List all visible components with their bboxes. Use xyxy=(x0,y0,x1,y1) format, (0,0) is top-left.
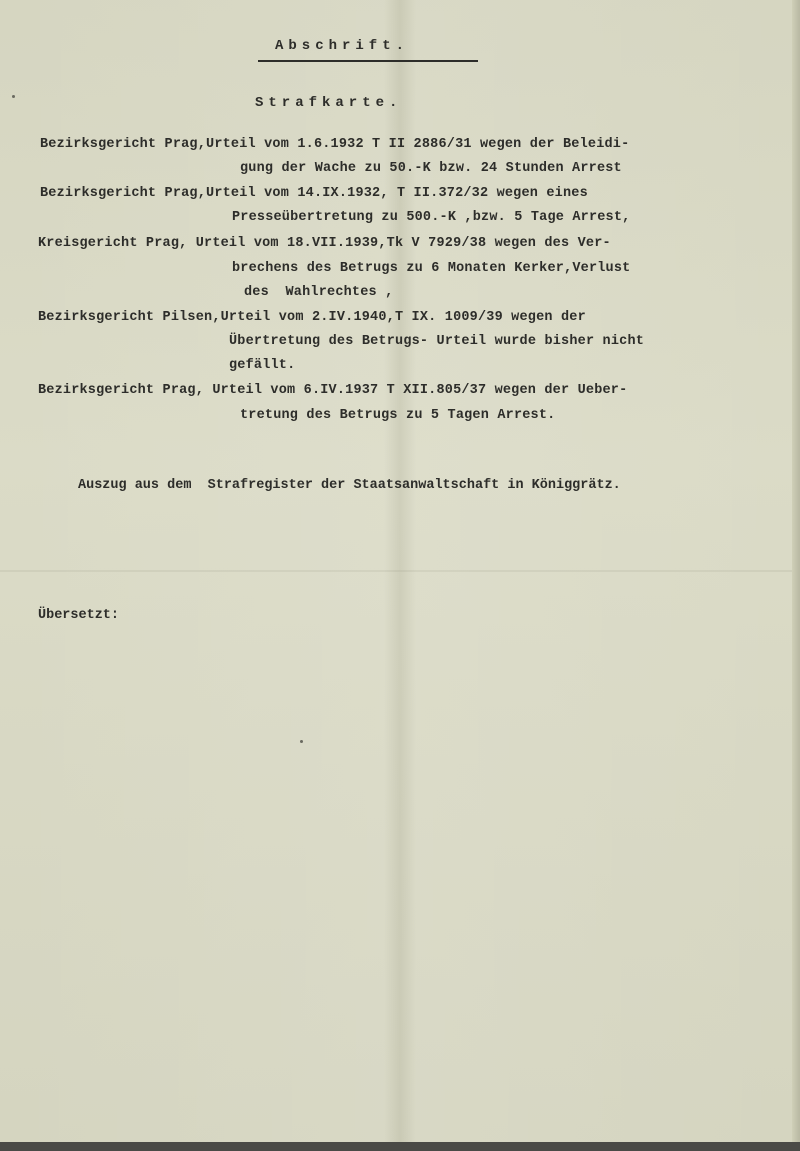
entry-3-line-2: brechens des Betrugs zu 6 Monaten Kerker,Verlust xyxy=(232,261,631,276)
paper-speck xyxy=(300,740,303,743)
title-underline xyxy=(258,60,478,62)
entry-2-line-2: Presseübertretung zu 500.-K ,bzw. 5 Tage Arrest, xyxy=(232,210,631,225)
entry-4-line-2: Übertretung des Betrugs- Urteil wurde bisher nicht xyxy=(229,334,645,349)
page-bottom-edge xyxy=(0,1142,800,1151)
document-title: Abschrift. xyxy=(275,38,410,54)
entry-1-line-1: Bezirksgericht Prag,Urteil vom 1.6.1932 T II 2886/31 wegen der Beleidi- xyxy=(40,137,630,152)
register-source-note: Auszug aus dem Strafregister der Staatsanwaltschaft in Königgrätz. xyxy=(78,478,621,493)
paper-fold xyxy=(0,570,800,572)
entry-4-line-1: Bezirksgericht Pilsen,Urteil vom 2.IV.1940,T IX. 1009/39 wegen der xyxy=(38,310,586,325)
translated-label: Übersetzt: xyxy=(38,608,120,623)
entry-3-line-1: Kreisgericht Prag, Urteil vom 18.VII.1939,Tk V 7929/38 wegen des Ver- xyxy=(38,236,611,251)
page-right-edge xyxy=(792,0,800,1151)
entry-5-line-2: tretung des Betrugs zu 5 Tagen Arrest. xyxy=(240,408,556,423)
document-subtitle: Strafkarte. xyxy=(255,95,403,111)
entry-3-line-3: des Wahlrechtes , xyxy=(244,285,394,300)
entry-4-line-3: gefällt. xyxy=(229,358,296,373)
entry-5-line-1: Bezirksgericht Prag, Urteil vom 6.IV.1937 T XII.805/37 wegen der Ueber- xyxy=(38,383,628,398)
paper-speck xyxy=(12,95,15,98)
entry-1-line-2: gung der Wache zu 50.-K bzw. 24 Stunden Arrest xyxy=(240,161,622,176)
entry-2-line-1: Bezirksgericht Prag,Urteil vom 14.IX.1932, T II.372/32 wegen eines xyxy=(40,186,588,201)
